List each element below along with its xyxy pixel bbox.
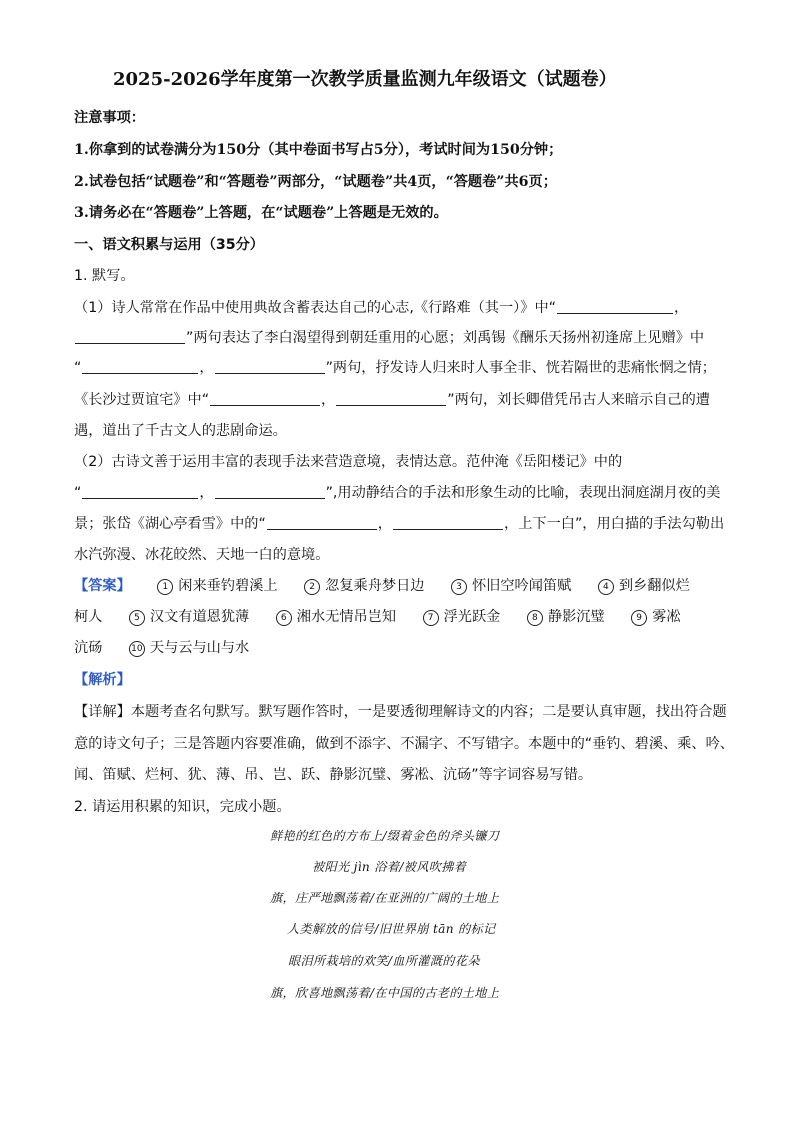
answer-text: 静影沉璧: [547, 609, 605, 625]
q1-part1-line: 遇，道出了千古文人的悲剧命运。: [74, 423, 287, 439]
text-segment: ，: [199, 485, 214, 501]
text-segment: “: [74, 360, 82, 376]
answer-text: 柯人: [74, 609, 103, 625]
answer-text: 沆砀: [74, 640, 103, 656]
answer-text: 怀旧空吟闻笛赋: [471, 578, 572, 594]
text-segment: “: [74, 485, 82, 501]
answer-text: 湘水无情吊岂知: [296, 609, 397, 625]
text-segment: ”两句表达了李白渴望得到朝廷重用的心愿；刘禹锡《酬乐天扬州初逢席上见赠》中: [186, 330, 705, 346]
answer-number: 7: [423, 610, 439, 626]
answer-text: 闲来垂钓碧溪上: [178, 578, 278, 594]
answer-blank: [215, 358, 325, 374]
text-segment: ”,用动静结合的手法和形象生动的比喻，表现出洞庭湖月夜的美: [325, 485, 721, 501]
answer-number: 4: [598, 579, 614, 595]
q1-part2-line: [74, 483, 721, 503]
q1-part2-line: [74, 514, 724, 534]
answer-text: 汉文有道恩犹薄: [149, 609, 250, 625]
answer-number: 6: [276, 610, 292, 626]
detail-line: 闻、笛赋、烂柯、犹、薄、吊、岂、跃、静影沉璧、雾凇、沆砀”等字词容易写错。: [74, 767, 593, 783]
text-segment: ，: [321, 392, 336, 408]
q1-part2-line: 水汽弥漫、冰花皎然、天地一白的意境。: [74, 547, 330, 563]
text-segment: 景；张岱《湖心亭看雪》中的“: [74, 516, 266, 532]
poem-line: 人类解放的信号/旧世界崩 tān 的标记: [287, 922, 496, 936]
q1-part2-line: （2）古诗文善于运用丰富的表现手法来营造意境，表情达意。范仲淹《岳阳楼记》中的: [74, 454, 623, 470]
poem-line: 鲜艳的红色的方布上/缀着金色的斧头镰刀: [270, 829, 500, 843]
answer-blank: [215, 483, 325, 499]
q1-part1-line: [74, 328, 704, 348]
answer-number: 8: [527, 610, 543, 626]
note-item: 3.请务必在“答题卷”上答题，在“试题卷”上答题是无效的。: [74, 205, 448, 221]
text-segment: ，: [377, 516, 392, 532]
answer-number: 1: [157, 579, 173, 595]
answer-line: [74, 576, 690, 596]
poem-line: 旗，欣喜地飘荡着/在中国的古老的土地上: [270, 986, 500, 1000]
answer-number: 9: [631, 610, 647, 626]
text-segment: ，: [199, 360, 214, 376]
poem-line: 旗，庄严地飘荡着/在亚洲的广阔的土地上: [270, 891, 500, 905]
answer-number: 10: [129, 641, 145, 657]
text-segment: ，: [673, 300, 689, 316]
answer-blank: [557, 298, 673, 314]
answer-text: 天与云与山与水: [149, 640, 250, 656]
answer-blank: [336, 390, 446, 406]
answer-blank: [210, 390, 320, 406]
q1-part1-line: [74, 358, 716, 378]
answer-blank: [75, 328, 185, 344]
answer-label: 【答案】: [74, 578, 131, 594]
page-title: 2025-2026学年度第一次教学质量监测九年级语文（试题卷）: [113, 69, 617, 90]
q1-part1-line: [74, 298, 688, 318]
answer-number: 5: [129, 610, 145, 626]
answer-number: 3: [451, 579, 467, 595]
q1-part1-line: [74, 390, 710, 410]
text-segment: ”两句，刘长卿借凭吊古人来暗示自己的遭: [447, 392, 710, 408]
poem-line: 眼泪所栽培的欢笑/血所灌溉的花朵: [288, 954, 480, 968]
answer-blank: [82, 483, 198, 499]
text-segment: ”两句，抒发诗人归来时人事全非、恍若隔世的悲痛怅惘之情；: [325, 360, 716, 376]
answer-number: 2: [304, 579, 320, 595]
answer-line: [74, 607, 681, 627]
section-heading: 一、语文积累与运用（35分）: [74, 237, 264, 253]
text-segment: 《长沙过贾谊宅》中“: [74, 392, 210, 408]
question-stem: 2. 请运用积累的知识，完成小题。: [74, 799, 291, 815]
analysis-label: 【解析】: [74, 672, 131, 688]
question-stem: 1. 默写。: [74, 268, 135, 284]
note-item: 2.试卷包括“试题卷”和“答题卷”两部分，“试题卷”共4页，“答题卷”共6页；: [74, 174, 557, 190]
notes-heading: 注意事项：: [74, 110, 145, 126]
answer-text: 浮光跃金: [443, 609, 501, 625]
answer-text: 忽复乘舟梦日边: [325, 578, 425, 594]
note-item: 1.你拿到的试卷满分为150分（其中卷面书写占5分），考试时间为150分钟；: [74, 142, 563, 158]
answer-text: 雾凇: [652, 609, 681, 625]
answer-blank: [267, 514, 377, 530]
detail-line: 【详解】本题考查名句默写。默写题作答时，一是要透彻理解诗文的内容；二是要认真审题，找出符合题: [74, 704, 727, 720]
answer-line: [74, 638, 249, 658]
detail-line: 意的诗文句子；三是答题内容要准确，做到不添字、不漏字、不写错字。本题中的“垂钓、碧溪、乘、吟、: [74, 736, 734, 752]
answer-blank: [82, 358, 198, 374]
text-segment: （1）诗人常常在作品中使用典故含蓄表达自己的心志,《行路难（其一）》中“: [74, 300, 556, 316]
poem-line: 被阳光 jìn 浴着/被风吹拂着: [312, 860, 467, 874]
answer-blank: [393, 514, 503, 530]
text-segment: ，上下一白”，用白描的手法勾勒出: [504, 516, 725, 532]
answer-text: 到乡翻似烂: [618, 578, 690, 594]
